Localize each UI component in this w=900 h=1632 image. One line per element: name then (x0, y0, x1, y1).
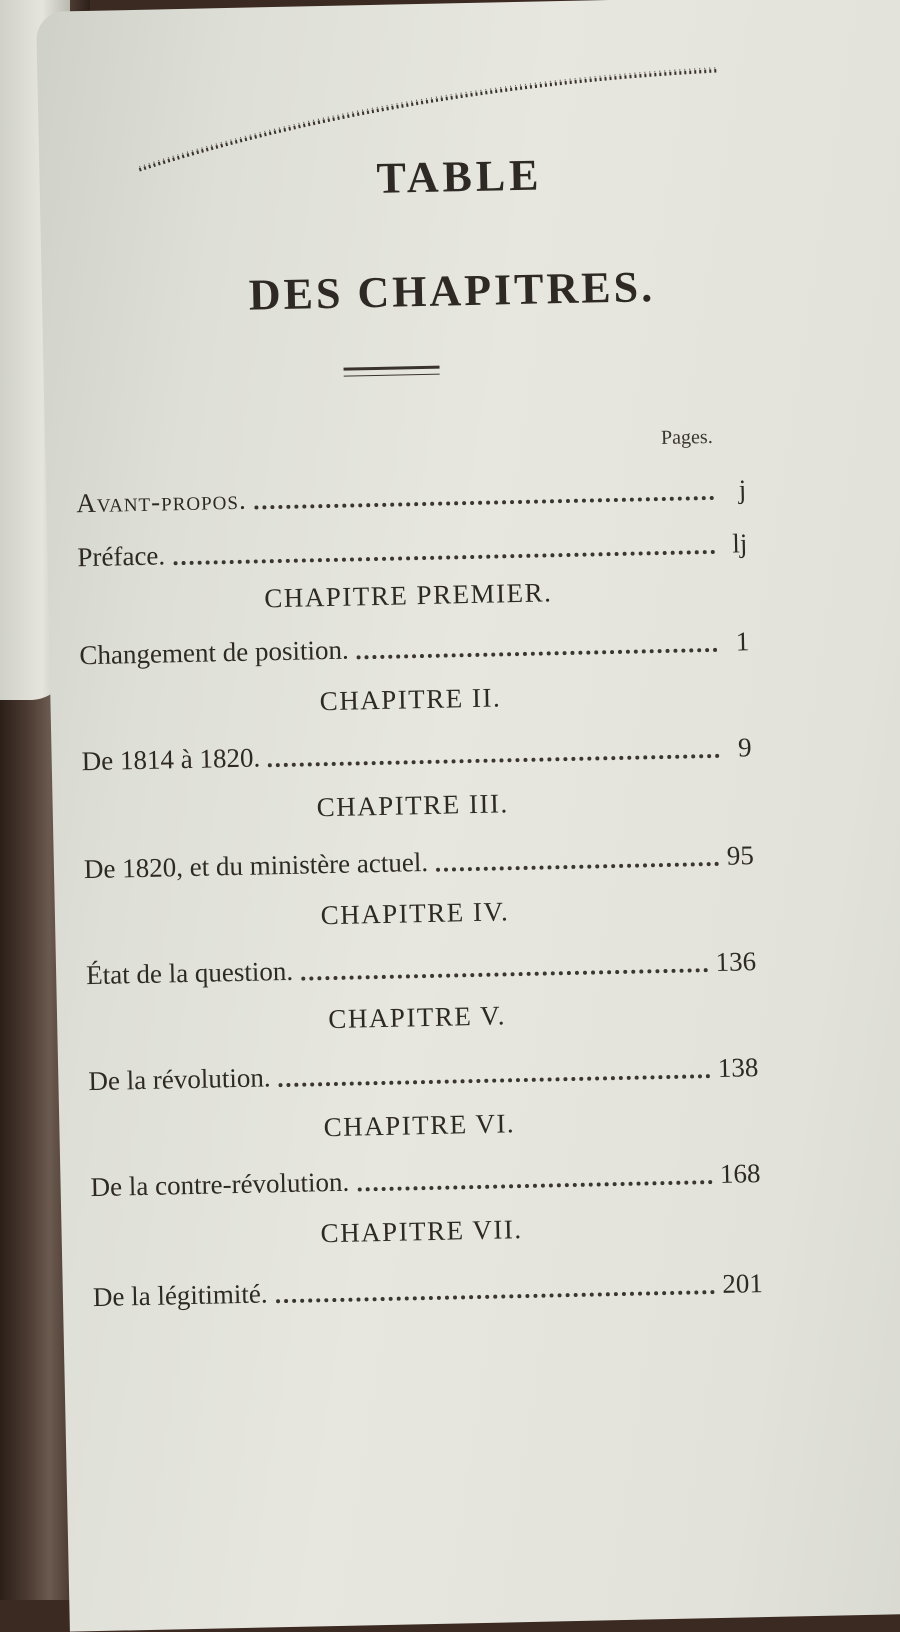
toc-entry (88, 1043, 759, 1097)
toc-entry-avant-propos (76, 465, 747, 519)
chapter-heading: CHAPITRE VI. (323, 1108, 516, 1143)
page-content (36, 0, 900, 1632)
toc-entry-title: Changement de position. (79, 634, 349, 671)
title-table: TABLE (376, 150, 543, 203)
dot-leader (255, 496, 715, 510)
title-divider-thin (344, 374, 440, 377)
dot-leader (357, 648, 718, 660)
toc-entry-title: De la légitimité. (92, 1278, 268, 1313)
dot-leader (173, 550, 715, 565)
toc-entry (92, 1259, 763, 1313)
toc-page-number: 1 (735, 626, 750, 657)
toc-entry (79, 617, 750, 671)
toc-entry-title: État de la question. (85, 955, 294, 991)
toc-entry-title: Avant-propos. (75, 484, 247, 519)
dot-leader (276, 1290, 715, 1303)
book-page (36, 0, 900, 1632)
toc-entry (90, 1149, 761, 1203)
toc-entry-title: De la révolution. (88, 1062, 271, 1097)
chapter-heading: CHAPITRE II. (319, 682, 502, 717)
dot-leader (357, 1180, 712, 1191)
toc-page-number: 136 (715, 946, 757, 977)
toc-entry-title: De la contre-révolution. (90, 1166, 350, 1203)
chapter-heading: CHAPITRE V. (328, 1000, 507, 1035)
toc-page-number: 168 (719, 1158, 761, 1189)
toc-page-number: 95 (726, 840, 755, 871)
dot-leader (279, 1074, 710, 1087)
toc-entry (83, 831, 754, 885)
toc-entry-title: Préface. (77, 540, 166, 573)
title-des-chapitres: DES CHAPITRES. (248, 262, 656, 320)
chapter-heading: CHAPITRE VII. (320, 1214, 523, 1249)
toc-entry-title: De 1814 à 1820. (81, 742, 261, 777)
toc-page-number: j (738, 474, 747, 505)
toc-page-number: 138 (717, 1052, 759, 1083)
toc-entry-preface (77, 519, 748, 573)
toc-entry (81, 723, 752, 777)
dot-leader (436, 862, 719, 872)
chapter-heading: CHAPITRE IV. (320, 896, 510, 931)
toc-entry (86, 937, 757, 991)
title-divider (344, 366, 440, 371)
dot-leader (268, 754, 720, 767)
chapter-heading: CHAPITRE III. (316, 788, 509, 823)
toc-page-number: 9 (737, 732, 752, 763)
toc-page-number: 201 (721, 1268, 764, 1299)
dot-leader (301, 968, 708, 981)
toc-entry-title: De 1820, et du ministère actuel. (83, 846, 429, 885)
pages-column-label: Pages. (660, 425, 713, 450)
toc-page-number: lj (731, 528, 748, 559)
chapter-heading: CHAPITRE PREMIER. (263, 577, 553, 614)
